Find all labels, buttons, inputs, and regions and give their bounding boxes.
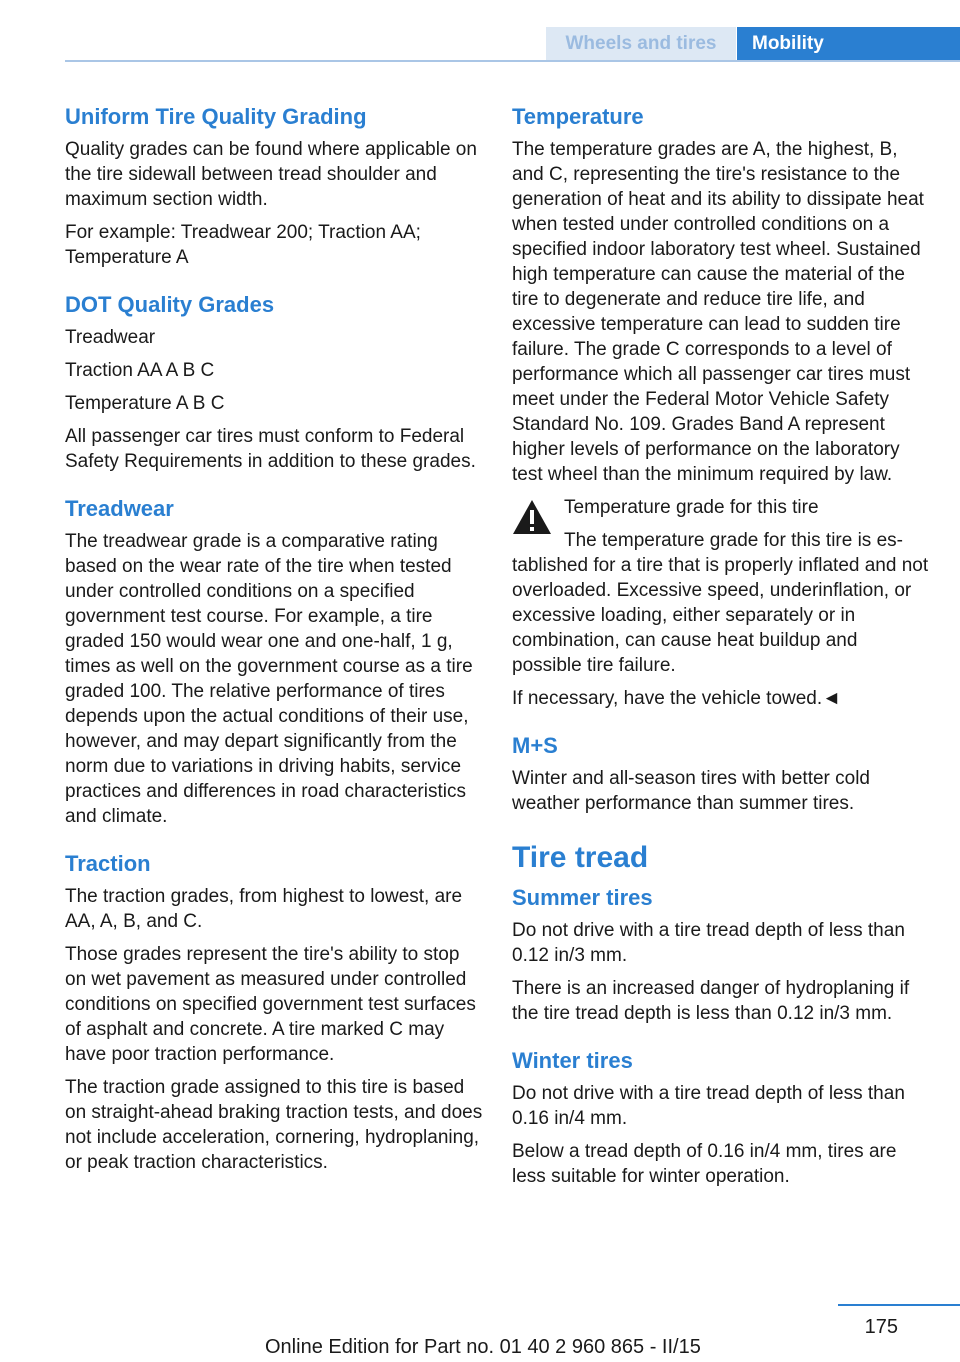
traction-paragraph-3: The traction grade assigned to this tire is based on straight-ahead braking traction tests, and does not include acceleration, cornering, hydroplaning, or peak traction characteristics. [65, 1077, 483, 1173]
warning-paragraph-rest: tablished for a tire that is properly inflated and not overloaded. Excessive speed, underinflation, or excessive loading, either separately or in combination, can cause heat buildup and possible tire failure. [512, 555, 929, 676]
summer-heading: Summer tires [512, 885, 653, 910]
warning-paragraph-start: The temperature grade for this tire is es- [564, 530, 903, 551]
dot-paragraph: All passenger car tires must conform to Federal Safety Requirements in addition to these grades. [65, 426, 476, 472]
traction-paragraph-2: Those grades represent the tire's ability to stop on wet pavement as measured under controlled conditions on specified government test surfaces of asphalt and concrete. A tire marked C may have poor traction performance. [65, 944, 476, 1065]
temperature-heading: Temperature [512, 104, 644, 129]
treadwear-heading: Treadwear [65, 496, 174, 521]
right-column [512, 102, 932, 1197]
left-column [65, 102, 485, 1183]
dot-heading: DOT Quality Grades [65, 292, 275, 317]
uniform-paragraph-1: Quality grades can be found where applicable on the tire sidewall between tread shoulder and maximum section width. [65, 139, 477, 210]
tire-tread-heading: Tire tread [512, 841, 649, 874]
warning-box [512, 495, 932, 553]
page-header [0, 0, 960, 62]
page-number: 175 [864, 1316, 898, 1338]
winter-paragraph-2: Below a tread depth of 0.16 in/4 mm, tires are less suitable for winter operation. [512, 1141, 897, 1187]
warning-title: Temperature grade for this tire [564, 497, 819, 518]
traction-heading: Traction [65, 851, 151, 876]
treadwear-paragraph: The treadwear grade is a comparative rating based on the wear rate of the tire when tested under controlled conditions on a specified government test course. For example, a tire graded 150 would wear one and one-half, 1 g, times as well on the government course as a tire graded 100. The relative performance of tires depends upon the actual conditions of their use, however, and may depart significantly from the norm due to variations in driving habits, service practices and differences in road characteristics and climate. [65, 531, 473, 827]
dot-item-temperature: Temperature A B C [65, 393, 225, 414]
temperature-paragraph: The temperature grades are A, the highest, B, and C, representing the tire's resistance to the generation of heat and its ability to dissipate heat when tested under controlled conditions on a specified indoor laboratory test wheel. Sustained high temperature can cause the material of the tire to degenerate and reduce tire life, and excessive temperature can lead to sudden tire failure. The grade C corresponds to a level of performance which all passenger car tires must meet under the Federal Motor Vehicle Safety Standard No. 109. Grades Band A represent higher levels of performance on the laboratory test wheel than the minimum required by law. [512, 139, 924, 485]
winter-paragraph-1: Do not drive with a tire tread depth of less than 0.16 in/4 mm. [512, 1083, 905, 1129]
footer-rule [838, 1304, 960, 1306]
ms-paragraph: Winter and all-season tires with better cold weather performance than summer tires. [512, 768, 870, 814]
ms-heading: M+S [512, 733, 558, 758]
dot-item-traction: Traction AA A B C [65, 360, 215, 381]
chapter-tab: Mobility [737, 27, 960, 60]
uniform-heading: Uniform Tire Quality Grading [65, 104, 367, 129]
dot-item-treadwear: Treadwear [65, 327, 156, 348]
edition-note: Online Edition for Part no. 01 40 2 960 865 - II/15 [265, 1336, 701, 1358]
section-tab: Wheels and tires [546, 27, 736, 60]
winter-heading: Winter tires [512, 1048, 633, 1073]
summer-paragraph-1: Do not drive with a tire tread depth of less than 0.12 in/3 mm. [512, 920, 905, 966]
header-rule [65, 60, 960, 62]
traction-paragraph-1: The traction grades, from highest to lowest, are AA, A, B, and C. [65, 886, 463, 932]
warning-end: If necessary, have the vehicle towed.◄ [512, 688, 841, 709]
uniform-paragraph-2: For example: Treadwear 200; Traction AA; Temperature A [65, 222, 421, 268]
summer-paragraph-2: There is an increased danger of hydroplaning if the tire tread depth is less than 0.12 in/3 mm. [512, 978, 910, 1024]
warning-triangle-icon [512, 499, 552, 535]
